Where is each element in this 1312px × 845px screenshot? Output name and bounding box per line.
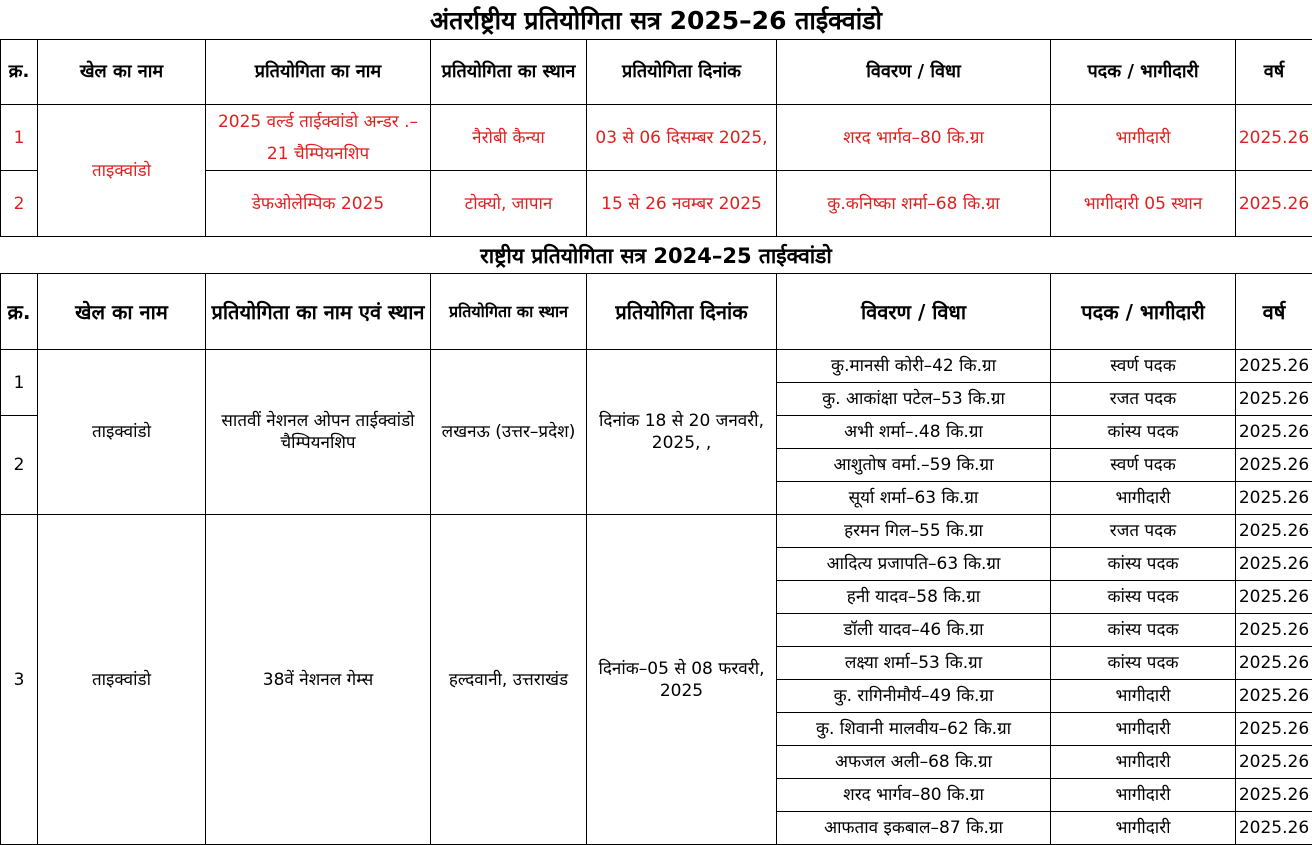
- row-detail: हनी यादव–58 कि.ग्रा: [777, 581, 1051, 614]
- row-detail: आशुतोष वर्मा.–59 कि.ग्रा: [777, 449, 1051, 482]
- row-year: 2025.26: [1236, 647, 1312, 680]
- row-competition: 38वें नेशनल गेम्स: [206, 515, 431, 845]
- row-sport: ताइक्वांडो: [38, 515, 206, 845]
- header-detail: विवरण / विधा: [777, 274, 1051, 350]
- row-medal: भागीदारी: [1051, 812, 1236, 845]
- row-year: 2025.26: [1236, 713, 1312, 746]
- row-year: 2025.26: [1236, 515, 1312, 548]
- header-medal: पदक / भागीदारी: [1051, 274, 1236, 350]
- row-detail: अफजल अली–68 कि.ग्रा: [777, 746, 1051, 779]
- row-year: 2025.26: [1236, 779, 1312, 812]
- table-row: [1, 105, 1312, 171]
- row-competition: डेफओलेम्पिक 2025: [206, 171, 431, 237]
- row-year: 2025.26: [1236, 449, 1312, 482]
- row-detail: लक्ष्या शर्मा–53 कि.ग्रा: [777, 647, 1051, 680]
- row-medal: भागीदारी: [1051, 746, 1236, 779]
- row-year: 2025.26: [1236, 812, 1312, 845]
- row-medal: भागीदारी: [1051, 779, 1236, 812]
- row-medal: रजत पदक: [1051, 515, 1236, 548]
- header-year: वर्ष: [1236, 40, 1312, 105]
- header-competition: प्रतियोगिता का नाम एवं स्थान: [206, 274, 431, 350]
- row-medal: कांस्य पदक: [1051, 581, 1236, 614]
- row-medal: स्वर्ण पदक: [1051, 350, 1236, 383]
- row-year: 2025.26: [1236, 746, 1312, 779]
- row-year: 2025.26: [1236, 350, 1312, 383]
- row-medal: कांस्य पदक: [1051, 416, 1236, 449]
- row-detail: शरद भार्गव–80 कि.ग्रा: [777, 105, 1051, 171]
- row-medal: रजत पदक: [1051, 383, 1236, 416]
- row-sr: 1: [1, 105, 38, 171]
- row-medal: कांस्य पदक: [1051, 614, 1236, 647]
- row-medal: कांस्य पदक: [1051, 647, 1236, 680]
- row-detail: शरद भार्गव–80 कि.ग्रा: [777, 779, 1051, 812]
- row-venue: हल्दवानी, उत्तराखंड: [431, 515, 587, 845]
- header-sr: क्र.: [1, 40, 38, 105]
- row-detail: कु.मानसी कोरी–42 कि.ग्रा: [777, 350, 1051, 383]
- row-year: 2025.26: [1236, 680, 1312, 713]
- header-date: प्रतियोगिता दिनांक: [587, 274, 777, 350]
- row-venue: नैरोबी कैन्या: [431, 105, 587, 171]
- row-sr: 2: [1, 171, 38, 237]
- header-sr: क्र.: [1, 274, 38, 350]
- header-sport: खेल का नाम: [38, 274, 206, 350]
- row-medal: भागीदारी: [1051, 680, 1236, 713]
- row-detail: कु. रागिनीमौर्य–49 कि.ग्रा: [777, 680, 1051, 713]
- row-detail: कु. आकांक्षा पटेल–53 कि.ग्रा: [777, 383, 1051, 416]
- row-medal: भागीदारी 05 स्थान: [1051, 171, 1236, 237]
- row-detail: कु. शिवानी मालवीय–62 कि.ग्रा: [777, 713, 1051, 746]
- header-competition: प्रतियोगिता का नाम: [206, 40, 431, 105]
- row-detail: हरमन गिल–55 कि.ग्रा: [777, 515, 1051, 548]
- row-detail: सूर्या शर्मा–63 कि.ग्रा: [777, 482, 1051, 515]
- row-date: 15 से 26 नवम्बर 2025: [587, 171, 777, 237]
- header-venue: प्रतियोगिता का स्थान: [431, 274, 587, 350]
- international-title: अंतर्राष्ट्रीय प्रतियोगिता सत्र 2025–26 ताईक्वांडो: [0, 4, 1312, 38]
- header-sport: खेल का नाम: [38, 40, 206, 105]
- row-medal: भागीदारी: [1051, 105, 1236, 171]
- row-date: दिनांक–05 से 08 फरवरी, 2025: [587, 515, 777, 845]
- row-detail: आदित्य प्रजापति–63 कि.ग्रा: [777, 548, 1051, 581]
- row-year: 2025.26: [1236, 548, 1312, 581]
- row-sport: ताइक्वांडो: [38, 105, 206, 237]
- row-year: 2025.26: [1236, 105, 1312, 171]
- table-row: [1, 350, 1312, 383]
- row-year: 2025.26: [1236, 383, 1312, 416]
- row-detail: अभी शर्मा–.48 कि.ग्रा: [777, 416, 1051, 449]
- row-detail: आफताव इकबाल–87 कि.ग्रा: [777, 812, 1051, 845]
- row-year: 2025.26: [1236, 614, 1312, 647]
- table-header-row: [1, 40, 1312, 105]
- table-header-row: [1, 274, 1312, 350]
- national-title: राष्ट्रीय प्रतियोगिता सत्र 2024–25 ताईक्वांडो: [0, 240, 1312, 272]
- row-sr: 1: [1, 350, 38, 416]
- row-sr: 2: [1, 416, 38, 515]
- row-year: 2025.26: [1236, 482, 1312, 515]
- row-venue: टोक्यो, जापान: [431, 171, 587, 237]
- national-table: [0, 273, 1312, 845]
- row-competition: 2025 वर्ल्ड ताईक्वांडो अन्डर .–21 चैम्पियनशिप: [206, 105, 431, 171]
- row-detail: कु.कनिष्का शर्मा–68 कि.ग्रा: [777, 171, 1051, 237]
- row-year: 2025.26: [1236, 171, 1312, 237]
- row-date: 03 से 06 दिसम्बर 2025,: [587, 105, 777, 171]
- row-medal: स्वर्ण पदक: [1051, 449, 1236, 482]
- header-venue: प्रतियोगिता का स्थान: [431, 40, 587, 105]
- international-table: [0, 39, 1312, 237]
- row-venue: लखनऊ (उत्तर–प्रदेश): [431, 350, 587, 515]
- row-detail: डॉली यादव–46 कि.ग्रा: [777, 614, 1051, 647]
- table-row: [1, 515, 1312, 548]
- row-medal: कांस्य पदक: [1051, 548, 1236, 581]
- row-date: दिनांक 18 से 20 जनवरी, 2025, ,: [587, 350, 777, 515]
- row-year: 2025.26: [1236, 581, 1312, 614]
- row-medal: भागीदारी: [1051, 713, 1236, 746]
- header-detail: विवरण / विधा: [777, 40, 1051, 105]
- row-medal: भागीदारी: [1051, 482, 1236, 515]
- header-medal: पदक / भागीदारी: [1051, 40, 1236, 105]
- row-sport: ताइक्वांडो: [38, 350, 206, 515]
- row-sr: 3: [1, 515, 38, 845]
- header-year: वर्ष: [1236, 274, 1312, 350]
- header-date: प्रतियोगिता दिनांक: [587, 40, 777, 105]
- row-competition: सातवीं नेशनल ओपन ताईक्वांडो चैम्पियनशिप: [206, 350, 431, 515]
- row-year: 2025.26: [1236, 416, 1312, 449]
